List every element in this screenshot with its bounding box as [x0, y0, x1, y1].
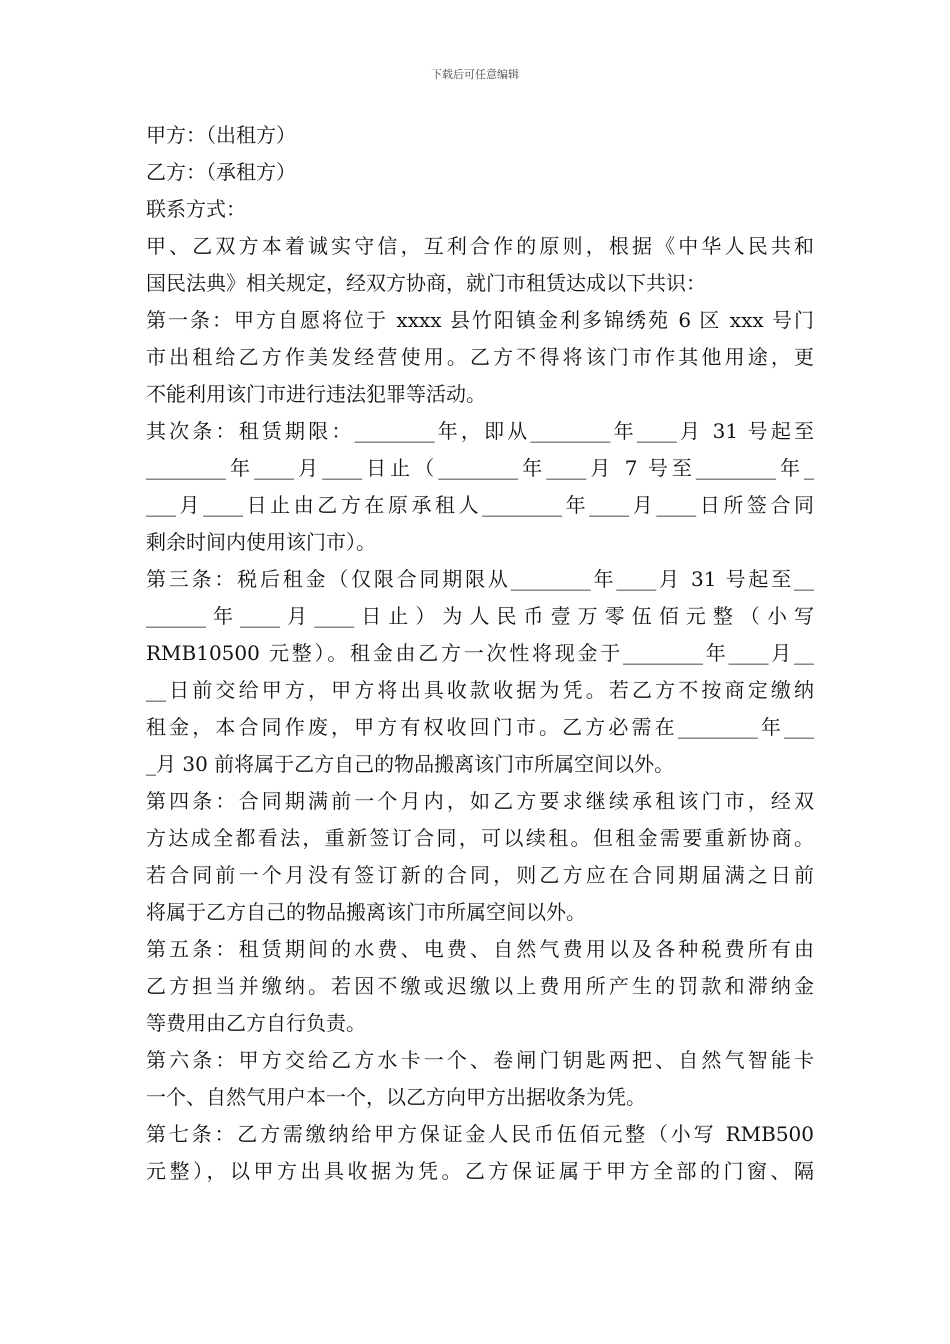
- article-7-line: 元整），以甲方出具收据为凭。乙方保证属于甲方全部的门窗、隔: [146, 1159, 814, 1183]
- article-5-line: 乙方担当并缴纳。若因不缴或迟缴以上费用所产生的罚款和滞纳金: [146, 974, 814, 998]
- contract-body: [146, 117, 814, 1190]
- article-2-line: 其次条：租赁期限：________年，即从________年____月 31 号起至: [146, 419, 814, 443]
- article-4-line: 第四条：合同期满前一个月内，如乙方要求继续承租该门市，经双: [146, 789, 814, 813]
- article-3-line: __日前交给甲方，甲方将出具收款收据为凭。若乙方不按商定缴纳: [146, 678, 814, 702]
- article-4-line: 将属于乙方自己的物品搬离该门市所属空间以外。: [146, 900, 586, 924]
- party-a-line: 甲方：（出租方）: [146, 123, 296, 147]
- article-3-line: ______年____月____日止）为人民币壹万零伍佰元整（小写: [146, 604, 814, 628]
- article-1-line: 第一条：甲方自愿将位于 xxxx 县竹阳镇金利多锦绣苑 6 区 xxx 号门: [146, 308, 814, 332]
- article-1-line: 市出租给乙方作美发经营使用。乙方不得将该门市作其他用途，更: [146, 345, 814, 369]
- article-5-line: 等费用由乙方自行负责。: [146, 1011, 366, 1035]
- article-2-line: ________年____月____日止（________年____月 7 号至________年_: [146, 456, 814, 480]
- party-b-line: 乙方：（承租方）: [146, 160, 296, 184]
- article-2-line: ___月____日止由乙方在原承租人________年____月____日所签合同: [146, 493, 814, 517]
- article-4-line: 若合同前一个月没有签订新的合同，则乙方应在合同期届满之日前: [146, 863, 814, 887]
- article-7-line: 第七条：乙方需缴纳给甲方保证金人民币伍佰元整（小写 RMB500: [146, 1122, 814, 1146]
- page-header-note: 下载后可任意编辑: [431, 68, 519, 81]
- intro-line: 国民法典》相关规定，经双方协商，就门市租赁达成以下共识：: [146, 271, 706, 295]
- article-5-line: 第五条：租赁期间的水费、电费、自然气费用以及各种税费所有由: [146, 937, 814, 961]
- article-3-line: RMB10500 元整）。租金由乙方一次性将现金于________年____月__: [146, 641, 814, 665]
- intro-line: 甲、乙双方本着诚实守信，互利合作的原则，根据《中华人民共和: [146, 234, 814, 258]
- article-2-line: 剩余时间内使用该门市）。: [146, 530, 376, 554]
- article-6-line: 第六条：甲方交给乙方水卡一个、卷闸门钥匙两把、自然气智能卡: [146, 1048, 814, 1072]
- article-3-line: 第三条：税后租金（仅限合同期限从________年____月 31 号起至__: [146, 567, 814, 591]
- article-3-line: _月 30 前将属于乙方自己的物品搬离该门市所属空间以外。: [146, 752, 675, 776]
- article-1-line: 不能利用该门市进行违法犯罪等活动。: [146, 382, 486, 406]
- article-3-line: 租金，本合同作废，甲方有权收回门市。乙方必需在________年___: [146, 715, 814, 739]
- contact-line: 联系方式：: [146, 197, 246, 221]
- article-6-line: 一个、自然气用户本一个，以乙方向甲方出据收条为凭。: [146, 1085, 646, 1109]
- article-4-line: 方达成全都看法，重新签订合同，可以续租。但租金需要重新协商。: [146, 826, 814, 850]
